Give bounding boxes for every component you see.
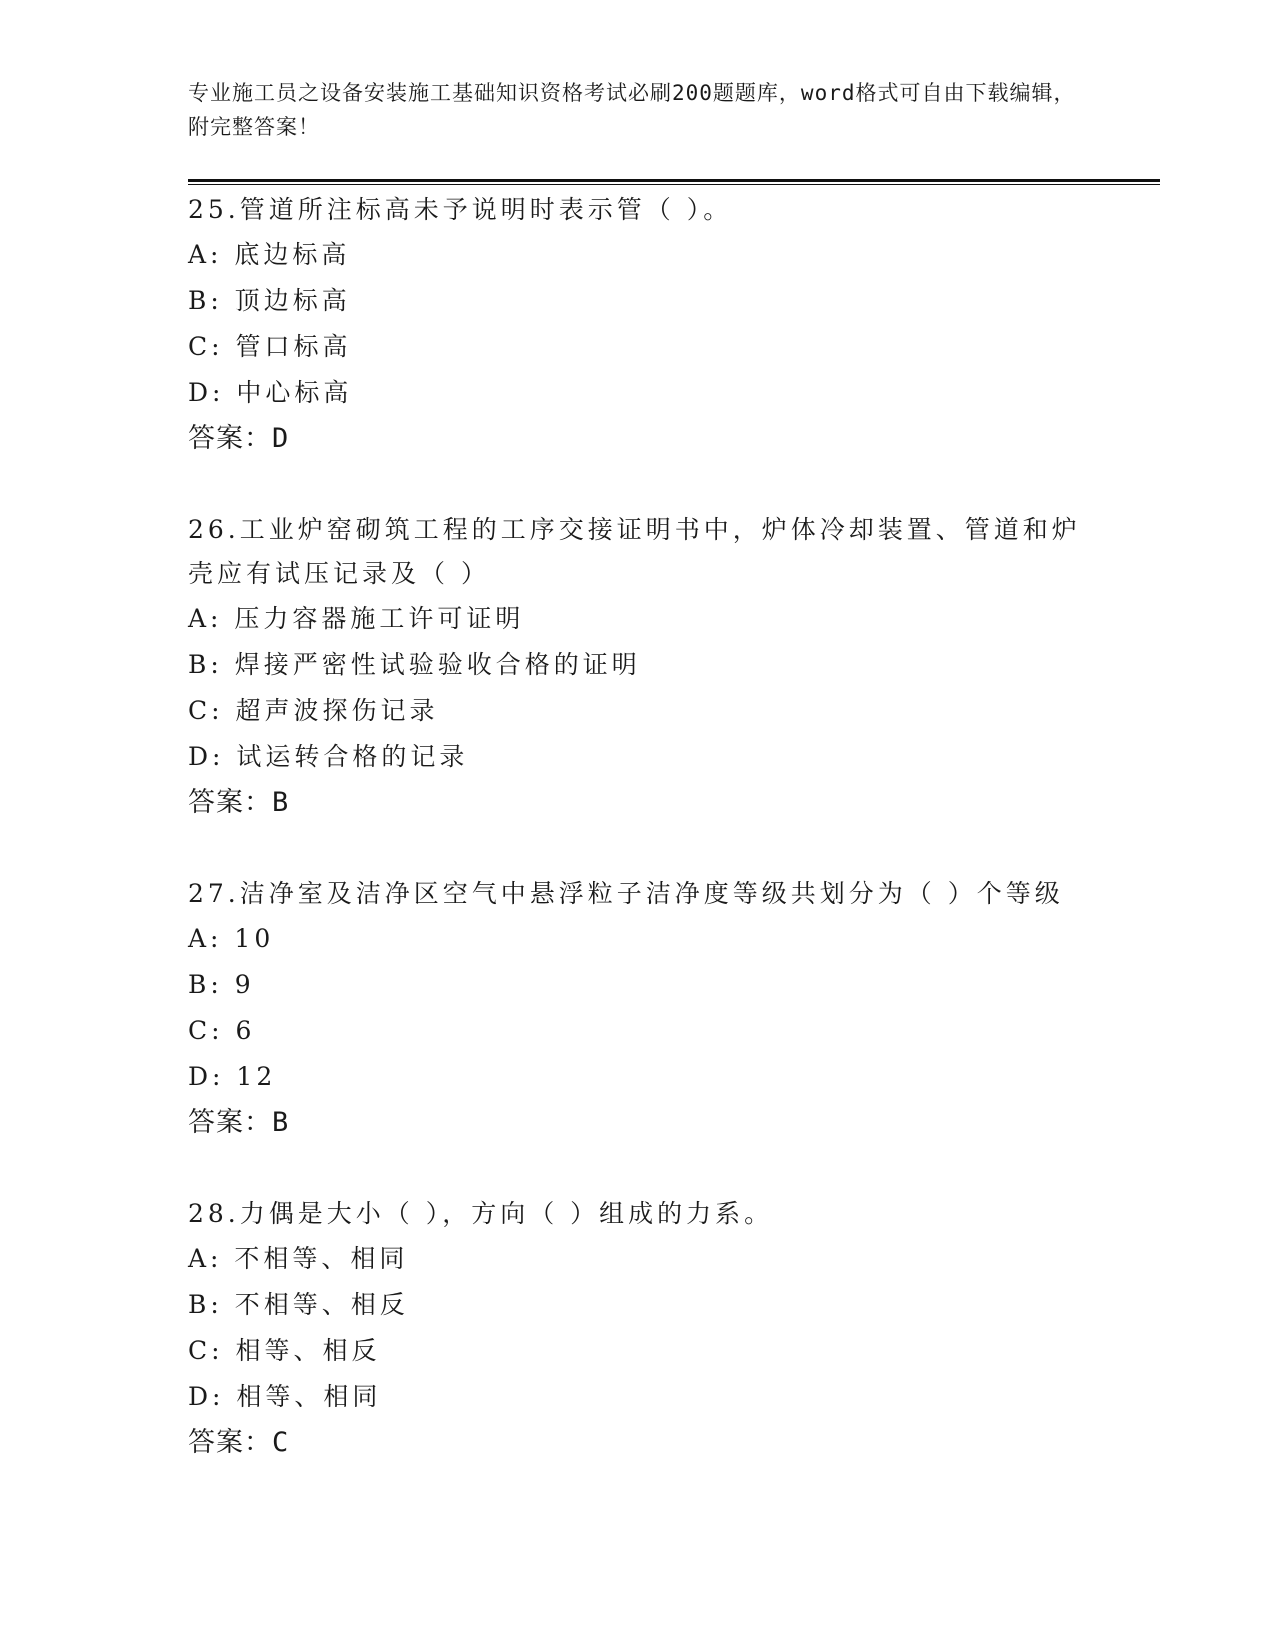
question-stem: 28.力偶是大小（ ），方向（ ）组成的力系。: [188, 1199, 774, 1228]
header-divider-thick: [188, 179, 1160, 182]
option-a: A: 压力容器施工许可证明: [188, 604, 525, 633]
question-25: [188, 188, 1088, 462]
question-28: [188, 1192, 1088, 1466]
option-a: A: 10: [188, 924, 275, 953]
question-27: [188, 872, 1088, 1146]
question-26: [188, 508, 1088, 826]
question-list: [188, 188, 1088, 1512]
option-b: B: 焊接严密性试验验收合格的证明: [188, 650, 641, 679]
question-stem: 25.管道所注标高未予说明时表示管（ ）。: [188, 195, 733, 224]
answer-label: 答案：B: [188, 1107, 290, 1138]
answer-label: 答案：B: [188, 787, 290, 818]
option-a: A: 底边标高: [188, 240, 351, 269]
option-b: B: 不相等、相反: [188, 1290, 409, 1319]
question-stem: 27.洁净室及洁净区空气中悬浮粒子洁净度等级共划分为（ ）个等级: [188, 879, 1064, 908]
option-d: D: 中心标高: [188, 378, 353, 407]
answer-label: 答案：C: [188, 1427, 290, 1458]
document-header: 专业施工员之设备安装施工基础知识资格考试必刷200题题库，word格式可自由下载编辑，附完整答案！: [188, 81, 1076, 139]
answer-label: 答案：D: [188, 423, 290, 454]
option-c: C: 相等、相反: [188, 1336, 381, 1365]
option-c: C: 管口标高: [188, 332, 352, 361]
option-d: D: 12: [188, 1062, 277, 1091]
option-b: B: 顶边标高: [188, 286, 351, 315]
option-a: A: 不相等、相同: [188, 1244, 409, 1273]
option-d: D: 相等、相同: [188, 1382, 382, 1411]
option-d: D: 试运转合格的记录: [188, 742, 469, 771]
option-c: C: 超声波探伤记录: [188, 696, 439, 725]
header-divider-thin: [188, 184, 1160, 185]
option-c: C: 6: [188, 1016, 256, 1045]
question-stem: 26.工业炉窑砌筑工程的工序交接证明书中，炉体冷却装置、管道和炉: [188, 515, 1081, 544]
option-b: B: 9: [188, 970, 255, 999]
question-stem-continuation: 壳应有试压记录及（ ）: [188, 559, 490, 588]
